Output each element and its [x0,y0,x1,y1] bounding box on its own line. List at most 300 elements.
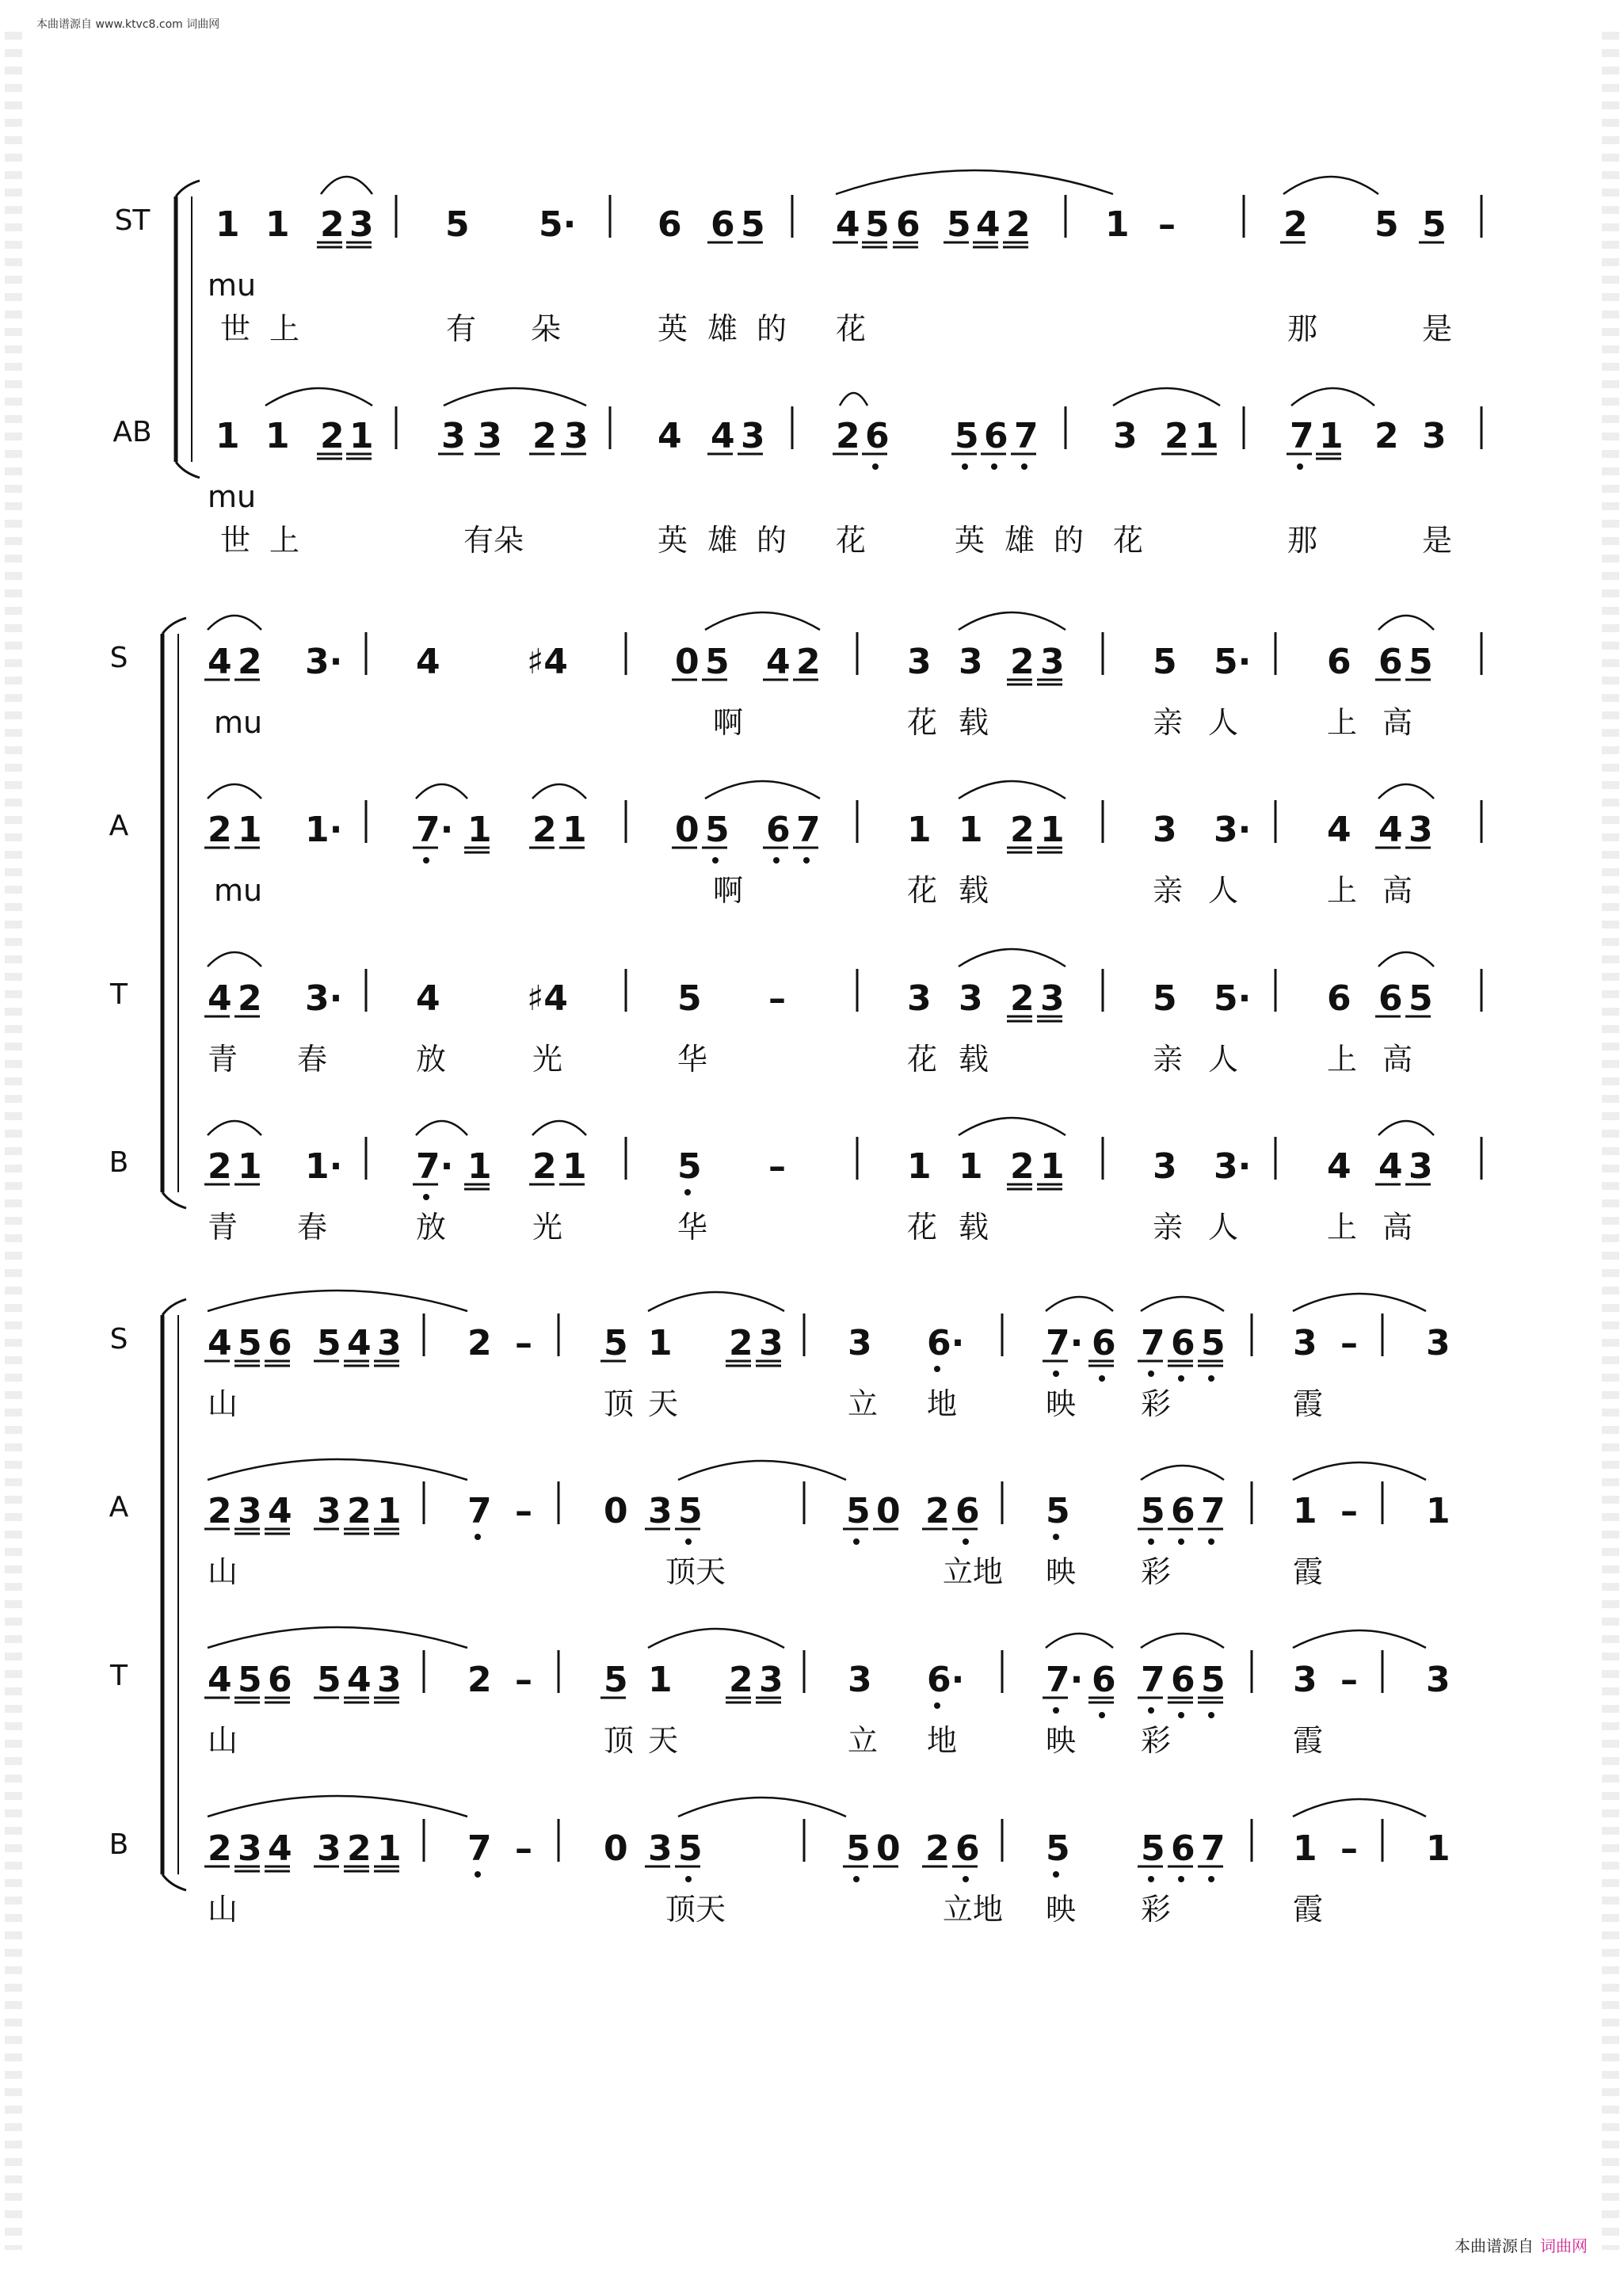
lyric-syllable: 雄 [707,311,738,346]
note: 3 [1113,416,1138,456]
note: 1 [1319,416,1344,456]
note: 5· [539,204,577,245]
staff-label: AB [112,416,152,448]
note: 2 [729,1660,753,1700]
lower-octave-dot [1297,463,1303,470]
slur-arc [959,612,1066,630]
note: 4 [347,1660,372,1700]
note: 6 [1092,1323,1116,1363]
lyric-syllable: 上 [1327,1210,1358,1245]
lyric-syllable: 上 [269,311,300,346]
lyric-syllable: 上 [1327,705,1358,740]
footer-source-text: 本曲谱源自 [1454,2236,1534,2255]
note: 6 [1171,1828,1195,1869]
lyric-syllable: 花 [907,873,938,908]
lyric-syllable: 霞 [1293,1892,1324,1927]
note: 6 [1171,1660,1195,1700]
note: 2 [532,1146,557,1187]
slur-arc [648,1292,784,1311]
note: – [1340,1828,1358,1869]
lyric-syllable: 彩 [1141,1554,1172,1589]
note: 3 [741,416,765,456]
note: 2 [1165,416,1189,456]
note: 2 [1010,978,1035,1019]
note: 2 [796,642,821,682]
lower-octave-dot [1148,1538,1154,1545]
lower-octave-dot [1021,463,1027,470]
note: 2 [238,978,262,1019]
slur-arc [1378,952,1434,967]
note: 1 [215,204,240,245]
lyric-syllable: 高 [1382,1210,1413,1245]
note: 3 [959,642,983,682]
note: 5 [1046,1491,1070,1531]
lyric-syllable: 映 [1046,1386,1077,1421]
lyric-syllable: 的 [1054,523,1085,558]
note: 2 [925,1491,950,1531]
note: 5 [1153,978,1177,1019]
note: 2 [532,810,557,850]
lower-octave-dot [1053,1371,1059,1377]
staff-alto-bass [112,406,1481,558]
note: 5 [1141,1491,1165,1531]
lyric-syllable: 亲 [1153,705,1184,740]
note: 6 [1327,978,1351,1019]
lower-octave-dot [1148,1876,1154,1882]
note: 3· [305,642,343,682]
note: 1 [907,810,932,850]
slur-arc [1293,1294,1426,1311]
lyric-syllable: 彩 [1141,1723,1172,1758]
lyric-syllable: 花 [836,523,867,558]
lyric-syllable: 彩 [1141,1892,1172,1927]
note: 6 [658,204,682,245]
slur-arc [678,1798,846,1817]
note: 6 [955,1491,980,1531]
note: 5 [705,810,730,850]
slur-arc [1113,388,1220,406]
slur-arc [208,1627,467,1648]
note: 2 [1006,204,1031,245]
note: 4 [416,978,440,1019]
bracket-hook [162,1192,186,1208]
note: 3 [1293,1323,1317,1363]
lyric-syllable: 花 [907,1210,938,1245]
note: 3 [1153,1146,1177,1187]
note: 1 [1426,1491,1451,1531]
lower-octave-dot [475,1534,481,1540]
staff-label: B [109,1146,129,1179]
note: 0 [876,1828,901,1869]
lyric-syllable: 华 [677,1042,708,1077]
lyric-syllable: 彩 [1141,1386,1172,1421]
slur-arc [959,781,1066,799]
staff-tenor [109,1650,1451,1758]
note: 5 [604,1323,628,1363]
lyric-syllable: 天 [648,1386,679,1421]
slur-arc [648,1629,784,1648]
slur-arc [1141,1466,1224,1480]
note: 7· [416,1146,454,1187]
footer-note [1454,2233,1588,2256]
lyric-syllable: 霞 [1293,1723,1324,1758]
slur-arc [208,616,261,630]
note: – [515,1491,532,1531]
slur-arc [321,177,372,194]
note: 5 [1153,642,1177,682]
lyric-syllable: 啊 [713,705,744,740]
slur-arc [532,1121,586,1135]
lyric-syllable: mu [208,268,257,303]
lyric-syllable: 的 [757,523,787,558]
note: 6 [1092,1660,1116,1700]
note: 5 [678,1491,703,1531]
note: 1 [467,810,492,850]
note: 5 [846,1828,871,1869]
note: 3 [1293,1660,1317,1700]
note: 2 [1010,1146,1035,1187]
lyric-syllable: mu [214,873,263,908]
slur-arc [1378,1121,1434,1135]
note: – [1340,1491,1358,1531]
slur-arc [705,612,820,630]
note: 2 [729,1323,753,1363]
lyric-syllable: 英 [658,523,688,558]
note: 6 [711,204,735,245]
note: 1 [562,1146,587,1187]
note: ♯4 [527,642,568,682]
note: 5 [677,978,702,1019]
lyric-syllable: 地 [927,1386,958,1421]
note: 6 [1171,1491,1195,1531]
lyric-syllable: 花 [1113,523,1144,558]
lower-octave-dot [712,857,719,864]
note: 3 [377,1323,402,1363]
lyric-syllable: 有朵 [463,523,524,558]
note: 6 [984,416,1008,456]
note: 2 [1010,642,1035,682]
lower-octave-dot [1208,1876,1214,1882]
lyric-syllable: 立地 [943,1554,1004,1589]
staff-label: S [109,642,128,674]
note: 5 [1141,1828,1165,1869]
note: 3 [1040,978,1065,1019]
note: 3 [478,416,502,456]
slur-arc [959,1118,1066,1135]
lyric-syllable: 花 [836,311,867,346]
bracket-hook [176,181,200,196]
note: 5 [1201,1660,1226,1700]
note: 2 [1010,810,1035,850]
lower-octave-dot [963,1538,969,1545]
note: 0 [604,1828,628,1869]
note: 2 [467,1323,492,1363]
lyric-syllable: 英 [658,311,688,346]
note: 1 [349,416,374,456]
note: 5 [677,1146,702,1187]
note: 2 [208,1146,232,1187]
note: 5 [604,1660,628,1700]
note: 6· [927,1660,965,1700]
lyric-syllable: 顶 [604,1723,635,1758]
slur-arc [208,1121,261,1135]
note: 1 [265,204,290,245]
staff-alto [109,800,1481,908]
lower-octave-dot [1178,1375,1184,1382]
note: 5· [1214,978,1252,1019]
slur-arc [1293,1799,1426,1817]
lyric-syllable: 花 [907,705,938,740]
note: 3 [1426,1323,1451,1363]
lyric-syllable: mu [214,705,263,740]
slur-arc [208,1459,467,1480]
note: 7 [1141,1323,1165,1363]
staff-label: T [110,1660,128,1692]
note: 1 [1195,416,1219,456]
note: 2 [347,1491,372,1531]
note: 4 [1378,810,1403,850]
lyric-syllable: 青 [208,1042,238,1077]
lower-octave-dot [853,1876,860,1882]
note: 3 [238,1828,262,1869]
note: 4 [658,416,682,456]
staff-bass [109,1137,1481,1245]
lyric-syllable: 霞 [1293,1386,1324,1421]
lyric-syllable: 那 [1287,311,1318,346]
note: 6 [1378,642,1403,682]
note: 7 [1141,1660,1165,1700]
note: – [515,1323,532,1363]
lyric-syllable: 放 [416,1042,447,1077]
note: 6 [1327,642,1351,682]
slur-arc [959,949,1066,967]
lyric-syllable: 山 [208,1386,238,1421]
note: 2 [467,1660,492,1700]
bracket-hook [176,462,200,478]
note: 1 [1293,1491,1317,1531]
lyric-syllable: 人 [1208,1042,1239,1077]
slur-arc [444,388,586,406]
note: 4 [416,642,440,682]
note: 1 [1040,1146,1065,1187]
note: 1 [238,1146,262,1187]
lyric-syllable: 高 [1382,705,1413,740]
lower-octave-dot [685,1876,692,1882]
staff-label: A [109,810,129,842]
note: 1 [215,416,240,456]
lyric-syllable: 上 [1327,873,1358,908]
note: 4 [268,1491,292,1531]
note: 1 [959,1146,983,1187]
lower-octave-dot [773,857,780,864]
lyric-syllable: 地 [927,1723,958,1758]
staff-tenor [109,969,1481,1077]
lyric-syllable: 放 [416,1210,447,1245]
note: 3 [759,1323,783,1363]
note: 2 [208,1828,232,1869]
slur-arc [1141,1297,1224,1311]
lyric-syllable: 青 [208,1210,238,1245]
note: 7 [796,810,821,850]
lower-octave-dot [853,1538,860,1545]
lower-octave-dot [1208,1375,1214,1382]
note: 1 [1040,810,1065,850]
slur-arc [840,393,867,406]
lower-octave-dot [1148,1371,1154,1377]
note: 1 [648,1323,673,1363]
slur-arc [1378,616,1434,630]
note: 1· [305,810,343,850]
slur-arc [416,784,467,799]
note: 3 [1409,1146,1433,1187]
note: – [768,1146,786,1187]
note: 6· [927,1323,965,1363]
lyric-syllable: 亲 [1153,1210,1184,1245]
slur-arc [1293,1630,1426,1648]
note: 3 [1409,810,1433,850]
slur-arc [1141,1634,1224,1648]
slur-arc [836,170,1113,194]
lyric-syllable: 花 [907,1042,938,1077]
note: 4 [208,1660,232,1700]
lyric-syllable: 世 [220,311,251,346]
note: 5 [445,204,470,245]
lyric-syllable: 霞 [1293,1554,1324,1589]
lyric-syllable: 上 [269,523,300,558]
note: 1 [377,1828,402,1869]
lyric-syllable: 人 [1208,705,1239,740]
slur-arc [532,784,586,799]
lyric-syllable: 英 [955,523,985,558]
lyric-syllable: 高 [1382,1042,1413,1077]
note: 3 [907,978,932,1019]
lower-octave-dot [1099,1375,1105,1382]
slur-arc [1293,1462,1426,1480]
lyric-syllable: 映 [1046,1554,1077,1589]
lyric-syllable: 人 [1208,873,1239,908]
note: 0 [675,642,700,682]
note: 3 [1040,642,1065,682]
lyric-syllable: 有 [446,311,477,346]
note: 1 [467,1146,492,1187]
note: 7· [1046,1323,1084,1363]
slur-arc [416,1121,467,1135]
lyric-syllable: 载 [959,873,989,908]
note: 4 [1327,1146,1351,1187]
note: 5 [741,204,765,245]
note: 3 [317,1491,341,1531]
note: 1· [305,1146,343,1187]
note: 6 [1171,1323,1195,1363]
slur-arc [208,1291,467,1311]
slur-arc [208,952,261,967]
note: 3 [349,204,374,245]
bracket-hook [162,1299,186,1315]
note: 5 [1046,1828,1070,1869]
lyric-syllable: 的 [757,311,787,346]
note: – [1340,1323,1358,1363]
note: 1 [648,1660,673,1700]
note: 1 [959,810,983,850]
note: 5 [1374,204,1399,245]
note: 4 [836,204,860,245]
note: 3 [238,1491,262,1531]
lower-octave-dot [963,1876,969,1882]
lower-octave-dot [1208,1712,1214,1718]
note: 3 [441,416,466,456]
note: 5 [955,416,979,456]
slur-arc [705,781,820,799]
note: 3 [848,1323,872,1363]
lower-octave-dot [934,1366,940,1372]
lyric-syllable: 春 [297,1210,328,1245]
note: 2 [532,416,557,456]
staff-soprano-tenor [115,195,1481,346]
bracket-hook [162,1874,186,1890]
lyric-syllable: 映 [1046,1723,1077,1758]
note: 6 [865,416,890,456]
note: 3· [1214,810,1252,850]
note: 5 [846,1491,871,1531]
lyric-syllable: 那 [1287,523,1318,558]
lower-octave-dot [1053,1871,1059,1878]
note: 5 [1201,1323,1226,1363]
note: 2 [925,1828,950,1869]
slur-arc [678,1461,846,1480]
note: – [515,1660,532,1700]
lyric-syllable: 是 [1422,523,1453,558]
note: 7 [1290,416,1314,456]
staff-label: T [110,978,128,1011]
note: 4 [976,204,1001,245]
note: 1 [907,1146,932,1187]
note: 5 [238,1323,262,1363]
lyric-syllable: 载 [959,705,989,740]
note: 5 [238,1660,262,1700]
note: 5 [1422,204,1447,245]
note: 2 [320,416,345,456]
slur-arc [208,1796,467,1817]
note: 2 [1283,204,1308,245]
lyric-syllable: 山 [208,1723,238,1758]
note: 3 [848,1660,872,1700]
note: 7· [1046,1660,1084,1700]
note: 2 [238,642,262,682]
lower-octave-dot [1053,1534,1059,1540]
lower-octave-dot [1053,1707,1059,1714]
note: – [768,978,786,1019]
source-note: 本曲谱源自 www.ktvc8.com 词曲网 [36,18,220,31]
lyric-syllable: 亲 [1153,873,1184,908]
note: 1 [265,416,290,456]
note: 3 [1153,810,1177,850]
lyric-syllable: 是 [1422,311,1453,346]
lower-octave-dot [962,463,968,470]
note: 1 [562,810,587,850]
note: 4 [1378,1146,1403,1187]
lyric-syllable: 顶天 [665,1892,726,1927]
staff-label: S [109,1323,128,1355]
note: 5 [1409,642,1433,682]
slur-arc [1291,388,1374,406]
note: 3 [907,642,932,682]
slur-arc [208,784,261,799]
staff-label: ST [114,204,151,237]
note: – [515,1828,532,1869]
lower-octave-dot [1208,1538,1214,1545]
note: 6 [268,1323,292,1363]
note: 7 [1201,1491,1226,1531]
